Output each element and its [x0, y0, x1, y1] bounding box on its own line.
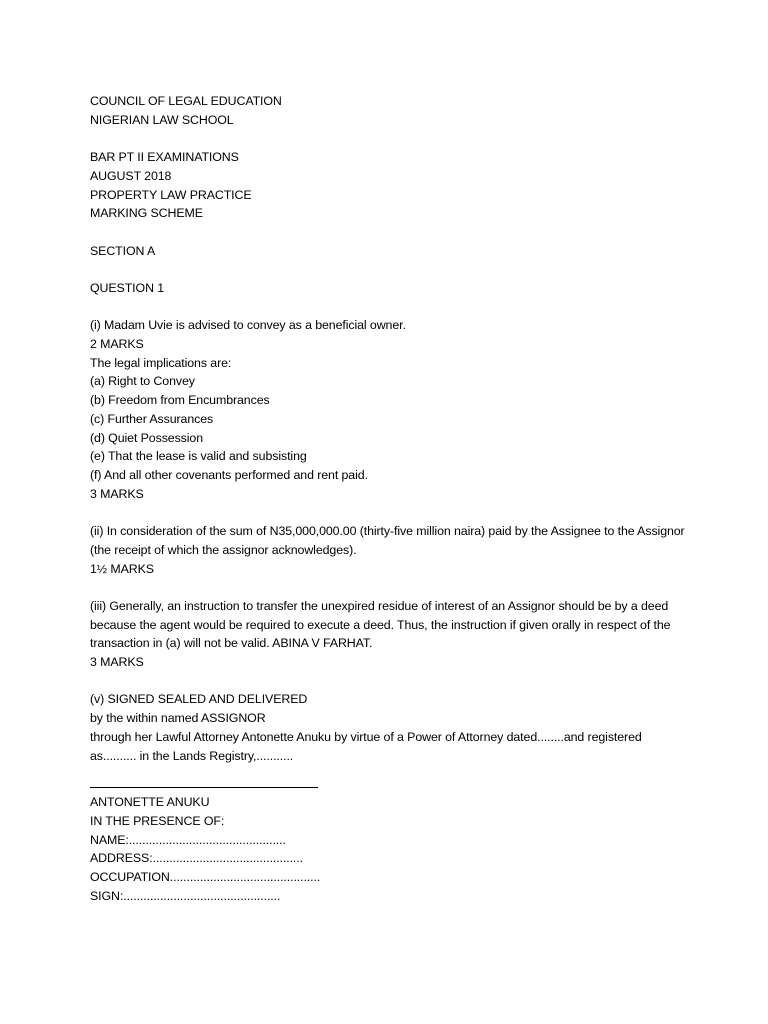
part-i-answer: (i) Madam Uvie is advised to convey as a beneficial owner. [90, 318, 406, 333]
list-item: (a) Right to Convey [90, 374, 195, 389]
exam-marking-scheme: MARKING SCHEME [90, 206, 203, 221]
part-ii-marks: 1½ MARKS [90, 561, 154, 576]
exam-date: AUGUST 2018 [90, 168, 172, 183]
document-page [90, 92, 690, 905]
part-v-assignor: by the within named ASSIGNOR [90, 711, 266, 726]
witness-name-field: NAME:............................................... [90, 832, 286, 847]
part-ii-answer: (ii) In consideration of the sum of N35,000,000.00 (thirty-five million naira) paid by the Assignee to the Assignor (the receipt of which the assignor acknowledges). [90, 524, 685, 557]
spacer [90, 672, 690, 691]
spacer [90, 223, 690, 242]
list-item: (d) Quiet Possession [90, 430, 204, 445]
witness-address-field: ADDRESS:............................................. [90, 851, 303, 866]
witness-sign-field: SIGN:............................................... [90, 888, 281, 903]
exam-title: BAR PT II EXAMINATIONS [90, 150, 239, 165]
question-heading: QUESTION 1 [90, 280, 165, 295]
part-v-heading: (v) SIGNED SEALED AND DELIVERED [90, 692, 308, 707]
exam-subject: PROPERTY LAW PRACTICE [90, 187, 252, 202]
header-school: NIGERIAN LAW SCHOOL [90, 112, 234, 127]
witness-occupation-field: OCCUPATION............................................. [90, 870, 321, 885]
header-council: COUNCIL OF LEGAL EDUCATION [90, 94, 282, 108]
part-v-attorney-text: through her Lawful Attorney Antonette Anuku by virtue of a Power of Attorney dated........and registered as.......... in the Lands Registry,........... [90, 729, 642, 763]
signatory-name: ANTONETTE ANUKU [90, 795, 210, 810]
list-item: (e) That the lease is valid and subsisting [90, 449, 307, 464]
list-item: (c) Further Assurances [90, 411, 214, 426]
part-i-marks: 2 MARKS [90, 337, 144, 352]
section-heading: SECTION A [90, 243, 156, 258]
part-iii-marks: 3 MARKS [90, 655, 144, 669]
signature-line [90, 779, 318, 788]
part-i-implications-marks: 3 MARKS [90, 486, 144, 501]
presence-heading: IN THE PRESENCE OF: [90, 813, 225, 828]
spacer [90, 503, 690, 522]
spacer [90, 298, 690, 317]
part-i-intro: The legal implications are: [90, 355, 232, 370]
list-item: (b) Freedom from Encumbrances [90, 393, 270, 408]
list-item: (f) And all other covenants performed and rent paid. [90, 468, 368, 482]
part-iii-answer: (iii) Generally, an instruction to transfer the unexpired residue of interest of an Assignor should be by a deed because the agent would be required to execute a deed. Thus, the instruction if given orally in respect of the transaction in (a) will not be valid. ABINA V FARHAT. [90, 598, 671, 651]
spacer [90, 578, 690, 597]
spacer [90, 260, 690, 279]
spacer [90, 129, 690, 148]
